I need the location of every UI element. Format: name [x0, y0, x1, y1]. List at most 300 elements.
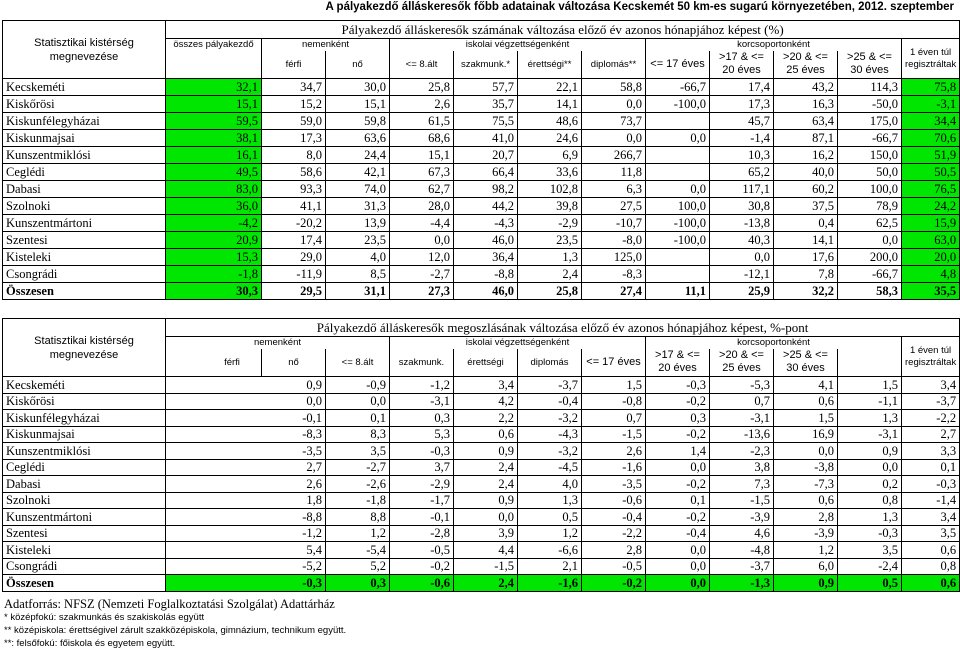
- cell-value: 2,4: [454, 459, 518, 476]
- subheader-3: szakmunk.*: [454, 51, 518, 79]
- cell-value: -5,3: [710, 377, 774, 394]
- cell-value: 0,9: [774, 575, 838, 592]
- cell-value: 1,2: [326, 525, 390, 542]
- table2-title: Pályakezdő álláskeresők megoszlásának változása előző év azonos hónapjához képest, %-pont: [166, 319, 960, 337]
- subheader-6: <= 17 éves: [646, 51, 710, 79]
- cell-value: -1,1: [838, 393, 902, 410]
- cell-value: -0,8: [582, 393, 646, 410]
- cell-value: [646, 113, 710, 130]
- cell-value: 5,3: [390, 426, 454, 443]
- cell-value: 46,0: [454, 283, 518, 300]
- cell-value: 2,4: [454, 575, 518, 592]
- cell-value: 2,6: [390, 96, 454, 113]
- subheader2-6: <= 17 éves: [582, 349, 646, 377]
- cell-value: 0,3: [326, 575, 390, 592]
- cell-value: 70,6: [902, 130, 960, 147]
- cell-value: 0,0: [646, 181, 710, 198]
- cell-value: 0,0: [774, 443, 838, 460]
- cell-value: -5,4: [326, 542, 390, 559]
- cell-value: 0,5: [518, 509, 582, 526]
- cell-value: 23,5: [518, 232, 582, 249]
- cell-value: 36,0: [166, 198, 262, 215]
- cell-value: -1,5: [454, 558, 518, 575]
- cell-value: -0,2: [646, 509, 710, 526]
- cell-value: -2,7: [326, 459, 390, 476]
- cell-value: 31,1: [326, 283, 390, 300]
- table-change-share: [2, 318, 960, 592]
- cell-value: -0,4: [518, 393, 582, 410]
- cell-value: -1,4: [902, 492, 960, 509]
- cell-value: 5,4: [166, 542, 326, 559]
- cell-value: -100,0: [646, 215, 710, 232]
- cell-value: -1,3: [710, 575, 774, 592]
- region-name: Kunszentmártoni: [3, 215, 166, 232]
- cell-value: -3,9: [710, 509, 774, 526]
- region-name: Kunszentmiklósi: [3, 147, 166, 164]
- cell-value: 14,1: [774, 232, 838, 249]
- cell-value: 8,0: [262, 147, 326, 164]
- region-name: Összesen: [3, 283, 166, 300]
- cell-value: -13,8: [710, 215, 774, 232]
- region-name: Kecskeméti: [3, 79, 166, 96]
- cell-value: -4,3: [518, 426, 582, 443]
- cell-value: 6,0: [774, 558, 838, 575]
- table-row: [3, 509, 960, 526]
- cell-value: -8,8: [454, 266, 518, 283]
- cell-value: -2,7: [390, 266, 454, 283]
- cell-value: -1,4: [710, 130, 774, 147]
- region-name: Szentesi: [3, 525, 166, 542]
- cell-value: 51,9: [902, 147, 960, 164]
- cell-value: -2,6: [326, 476, 390, 493]
- cell-value: 1,8: [166, 492, 326, 509]
- cell-value: -3,8: [774, 459, 838, 476]
- cell-value: 1,5: [838, 377, 902, 394]
- cell-value: 0,0: [710, 249, 774, 266]
- table-row: [3, 492, 960, 509]
- cell-value: 0,0: [454, 509, 518, 526]
- cell-value: 3,8: [710, 459, 774, 476]
- region-name: Kunszentmiklósi: [3, 443, 166, 460]
- table-row: [3, 266, 960, 283]
- cell-value: 93,3: [262, 181, 326, 198]
- cell-value: -66,7: [838, 266, 902, 283]
- cell-value: -0,3: [390, 443, 454, 460]
- cell-value: 0,6: [774, 393, 838, 410]
- cell-value: -11,9: [262, 266, 326, 283]
- cell-value: 114,3: [838, 79, 902, 96]
- cell-value: 30,8: [710, 198, 774, 215]
- col-1year: 1 éven túl regisztráltak: [902, 39, 960, 79]
- group-school-2: iskolai végzettségenként: [390, 337, 646, 349]
- region-name: Kisteleki: [3, 542, 166, 559]
- cell-value: 0,2: [838, 476, 902, 493]
- cell-value: 0,7: [710, 393, 774, 410]
- region-name: Kisteleki: [3, 249, 166, 266]
- cell-value: 46,0: [454, 232, 518, 249]
- cell-value: 2,6: [582, 443, 646, 460]
- cell-value: -1,2: [166, 525, 326, 542]
- cell-value: -1,5: [710, 492, 774, 509]
- table-change-count: [2, 20, 960, 300]
- cell-value: 0,0: [390, 232, 454, 249]
- cell-value: 25,8: [390, 79, 454, 96]
- cell-value: -0,6: [582, 492, 646, 509]
- cell-value: 33,6: [518, 164, 582, 181]
- cell-value: 0,0: [646, 459, 710, 476]
- cell-value: 36,4: [454, 249, 518, 266]
- cell-value: 20,0: [902, 249, 960, 266]
- cell-value: 1,3: [518, 492, 582, 509]
- subheader2-2: <= 8.ált: [326, 349, 390, 377]
- cell-value: 4,4: [454, 542, 518, 559]
- cell-value: -100,0: [646, 96, 710, 113]
- cell-value: 17,4: [710, 79, 774, 96]
- subheader-7: >17 & <= 20 éves: [710, 51, 774, 79]
- cell-value: 0,0: [166, 393, 326, 410]
- cell-value: -66,7: [838, 130, 902, 147]
- cell-value: 0,9: [166, 377, 326, 394]
- table-row: [3, 542, 960, 559]
- table-row: [3, 525, 960, 542]
- subheader2-3: szakmunk.: [390, 349, 454, 377]
- cell-value: -0,2: [390, 558, 454, 575]
- footnotes: [4, 597, 346, 650]
- subheader2-1: nő: [262, 349, 326, 377]
- cell-value: 58,3: [838, 283, 902, 300]
- cell-value: -3,1: [902, 96, 960, 113]
- cell-value: 83,0: [166, 181, 262, 198]
- cell-value: 0,8: [838, 492, 902, 509]
- cell-value: -2,8: [390, 525, 454, 542]
- footnote-2: ** középiskola: érettségivel zárult szakközépiskola, gimnázium, technikum együtt.: [4, 625, 347, 636]
- cell-value: -1,5: [582, 426, 646, 443]
- cell-value: 22,1: [518, 79, 582, 96]
- cell-value: 1,5: [774, 410, 838, 427]
- cell-value: -4,5: [518, 459, 582, 476]
- cell-value: -8,0: [582, 232, 646, 249]
- table-row: [3, 232, 960, 249]
- cell-value: 41,1: [262, 198, 326, 215]
- cell-value: 15,3: [166, 249, 262, 266]
- cell-value: 266,7: [582, 147, 646, 164]
- cell-value: 2,6: [166, 476, 326, 493]
- table-row: [3, 558, 960, 575]
- table-row: [3, 459, 960, 476]
- cell-value: 0,0: [582, 96, 646, 113]
- subheader-1: nő: [326, 51, 390, 79]
- region-name: Csongrádi: [3, 558, 166, 575]
- cell-value: 1,5: [582, 377, 646, 394]
- cell-value: -4,3: [454, 215, 518, 232]
- cell-value: 40,0: [774, 164, 838, 181]
- cell-value: -2,9: [518, 215, 582, 232]
- cell-value: 1,2: [774, 542, 838, 559]
- cell-value: 58,8: [582, 79, 646, 96]
- cell-value: 23,5: [326, 232, 390, 249]
- page-title: A pályakezdő álláskeresők főbb adatainak változása Kecskemét 50 km-es sugarú környezetében, 2012. szeptember: [325, 1, 954, 13]
- cell-value: 0,6: [902, 542, 960, 559]
- cell-value: 57,7: [454, 79, 518, 96]
- cell-value: -12,1: [710, 266, 774, 283]
- cell-value: -3,2: [518, 443, 582, 460]
- region-name: Kiskunfélegyházai: [3, 113, 166, 130]
- cell-value: 59,8: [326, 113, 390, 130]
- cell-value: 0,6: [774, 492, 838, 509]
- region-name: Kiskőrösi: [3, 393, 166, 410]
- cell-value: 75,8: [902, 79, 960, 96]
- cell-value: 63,0: [902, 232, 960, 249]
- region-name: Kiskunmajsai: [3, 426, 166, 443]
- cell-value: 48,6: [518, 113, 582, 130]
- cell-value: 35,5: [902, 283, 960, 300]
- cell-value: 10,3: [710, 147, 774, 164]
- cell-value: 24,4: [326, 147, 390, 164]
- cell-value: 27,3: [390, 283, 454, 300]
- cell-value: 98,2: [454, 181, 518, 198]
- cell-value: 50,5: [902, 164, 960, 181]
- cell-value: 0,1: [902, 459, 960, 476]
- cell-value: 75,5: [454, 113, 518, 130]
- cell-value: 13,9: [326, 215, 390, 232]
- cell-value: -6,6: [518, 542, 582, 559]
- cell-value: -8,3: [166, 426, 326, 443]
- cell-value: 31,3: [326, 198, 390, 215]
- cell-value: 38,1: [166, 130, 262, 147]
- cell-value: -2,2: [582, 525, 646, 542]
- region-name: Kecskeméti: [3, 377, 166, 394]
- cell-value: -3,2: [518, 410, 582, 427]
- cell-value: -3,1: [838, 426, 902, 443]
- cell-value: -0,2: [646, 476, 710, 493]
- cell-value: -3,1: [710, 410, 774, 427]
- cell-value: -0,3: [902, 476, 960, 493]
- cell-value: -0,2: [646, 393, 710, 410]
- cell-value: 66,4: [454, 164, 518, 181]
- table-row: [3, 476, 960, 493]
- cell-value: 4,0: [326, 249, 390, 266]
- cell-value: 0,9: [454, 443, 518, 460]
- cell-value: 0,1: [646, 492, 710, 509]
- region-name: Kiskunfélegyházai: [3, 410, 166, 427]
- region-name: Szentesi: [3, 232, 166, 249]
- subheader2-7: >17 & <= 20 éves: [646, 349, 710, 377]
- cell-value: 44,2: [454, 198, 518, 215]
- cell-value: 7,3: [710, 476, 774, 493]
- subheader-8: >20 & <= 25 éves: [774, 51, 838, 79]
- group-age-2: korcsoportonként: [646, 337, 902, 349]
- cell-value: -3,9: [774, 525, 838, 542]
- table-row: [3, 249, 960, 266]
- group-school: iskolai végzettségenként: [390, 39, 646, 51]
- cell-value: 39,8: [518, 198, 582, 215]
- cell-value: 16,1: [166, 147, 262, 164]
- cell-value: 3,5: [838, 542, 902, 559]
- cell-value: 0,3: [646, 410, 710, 427]
- cell-value: -8,3: [582, 266, 646, 283]
- group-gender-2: nemenként: [166, 337, 390, 349]
- cell-value: 4,1: [774, 377, 838, 394]
- cell-value: 15,1: [326, 96, 390, 113]
- table-row: [3, 443, 960, 460]
- cell-value: 68,6: [390, 130, 454, 147]
- cell-value: 24,6: [518, 130, 582, 147]
- cell-value: 15,1: [390, 147, 454, 164]
- cell-value: 30,3: [166, 283, 262, 300]
- cell-value: 8,8: [326, 509, 390, 526]
- cell-value: 14,1: [518, 96, 582, 113]
- cell-value: 117,1: [710, 181, 774, 198]
- cell-value: 65,2: [710, 164, 774, 181]
- cell-value: -0,5: [582, 558, 646, 575]
- cell-value: -20,2: [262, 215, 326, 232]
- cell-value: 1,2: [518, 525, 582, 542]
- table-row: [3, 164, 960, 181]
- table-row: [3, 181, 960, 198]
- table-row: [3, 426, 960, 443]
- cell-value: 175,0: [838, 113, 902, 130]
- subheader-2: <= 8.ált: [390, 51, 454, 79]
- footnote-1: * középfokú: szakmunkás és szakiskolás együtt: [4, 612, 205, 623]
- cell-value: 1,3: [518, 249, 582, 266]
- cell-value: 1,4: [646, 443, 710, 460]
- cell-value: 17,4: [262, 232, 326, 249]
- cell-value: 50,0: [838, 164, 902, 181]
- source-note: Adatforrás: NFSZ (Nemzeti Foglalkoztatási Szolgálat) Adattárház: [4, 597, 335, 611]
- cell-value: 34,7: [262, 79, 326, 96]
- subheader-0: férfi: [262, 51, 326, 79]
- region-name: Összesen: [3, 575, 166, 592]
- region-name: Ceglédi: [3, 164, 166, 181]
- cell-value: 0,5: [838, 575, 902, 592]
- cell-value: 0,0: [838, 232, 902, 249]
- cell-value: 0,1: [326, 410, 390, 427]
- cell-value: -13,6: [710, 426, 774, 443]
- cell-value: 67,3: [390, 164, 454, 181]
- region-name: Ceglédi: [3, 459, 166, 476]
- cell-value: 40,3: [710, 232, 774, 249]
- cell-value: -0,2: [646, 426, 710, 443]
- cell-value: 0,6: [454, 426, 518, 443]
- cell-value: 27,5: [582, 198, 646, 215]
- cell-value: 41,0: [454, 130, 518, 147]
- cell-value: 15,9: [902, 215, 960, 232]
- col-1year-2: 1 éven túl regisztráltak: [902, 337, 960, 377]
- cell-value: 16,3: [774, 96, 838, 113]
- cell-value: -4,8: [710, 542, 774, 559]
- cell-value: 42,1: [326, 164, 390, 181]
- cell-value: 43,2: [774, 79, 838, 96]
- cell-value: 12,0: [390, 249, 454, 266]
- cell-value: -0,3: [646, 377, 710, 394]
- cell-value: 62,7: [390, 181, 454, 198]
- cell-value: 73,7: [582, 113, 646, 130]
- table-row: [3, 215, 960, 232]
- cell-value: 8,5: [326, 266, 390, 283]
- cell-value: -1,8: [166, 266, 262, 283]
- cell-value: 2,8: [582, 542, 646, 559]
- cell-value: 0,0: [838, 459, 902, 476]
- cell-value: 37,5: [774, 198, 838, 215]
- cell-value: 63,4: [774, 113, 838, 130]
- region-name: Szolnoki: [3, 492, 166, 509]
- cell-value: 11,8: [582, 164, 646, 181]
- cell-value: 4,6: [710, 525, 774, 542]
- cell-value: 27,4: [582, 283, 646, 300]
- stat-region-header-2: Statisztikai kistérség megnevezése: [3, 319, 166, 377]
- footnote-3: **: felsőfokú: főiskola és egyetem együtt.: [4, 638, 176, 649]
- subheader2-0: férfi: [166, 349, 262, 377]
- cell-value: 0,9: [454, 492, 518, 509]
- cell-value: 3,5: [902, 525, 960, 542]
- cell-value: 0,9: [838, 443, 902, 460]
- cell-value: [646, 164, 710, 181]
- cell-value: 25,9: [710, 283, 774, 300]
- cell-value: -7,3: [774, 476, 838, 493]
- cell-value: -5,2: [166, 558, 326, 575]
- group-total: összes pályakezdő: [166, 39, 262, 51]
- cell-value: 2,4: [518, 266, 582, 283]
- cell-value: 102,8: [518, 181, 582, 198]
- cell-value: -0,1: [166, 410, 326, 427]
- cell-value: -0,3: [838, 525, 902, 542]
- cell-value: -3,1: [390, 393, 454, 410]
- table-row: [3, 410, 960, 427]
- group-age: korcsoportonként: [646, 39, 902, 51]
- cell-value: -0,6: [390, 575, 454, 592]
- cell-value: 87,1: [774, 130, 838, 147]
- cell-value: 76,5: [902, 181, 960, 198]
- cell-value: 3,9: [454, 525, 518, 542]
- cell-value: 200,0: [838, 249, 902, 266]
- cell-value: 100,0: [838, 181, 902, 198]
- cell-value: 61,5: [390, 113, 454, 130]
- region-name: Szolnoki: [3, 198, 166, 215]
- cell-value: 63,6: [326, 130, 390, 147]
- cell-value: 59,0: [262, 113, 326, 130]
- table-row: [3, 147, 960, 164]
- cell-value: 3,5: [326, 443, 390, 460]
- cell-value: 4,2: [454, 393, 518, 410]
- table-row: [3, 96, 960, 113]
- cell-value: -100,0: [646, 232, 710, 249]
- cell-value: 2,8: [774, 509, 838, 526]
- table-row: [3, 130, 960, 147]
- cell-value: 3,7: [390, 459, 454, 476]
- region-name: Dabasi: [3, 476, 166, 493]
- cell-value: -0,9: [326, 377, 390, 394]
- cell-value: 7,8: [774, 266, 838, 283]
- cell-value: 2,1: [518, 558, 582, 575]
- cell-value: -2,3: [710, 443, 774, 460]
- cell-value: -3,7: [710, 558, 774, 575]
- cell-value: -1,8: [326, 492, 390, 509]
- cell-value: 49,5: [166, 164, 262, 181]
- cell-value: 16,9: [774, 426, 838, 443]
- cell-value: -2,9: [390, 476, 454, 493]
- cell-value: 30,0: [326, 79, 390, 96]
- cell-value: 20,7: [454, 147, 518, 164]
- cell-value: 6,9: [518, 147, 582, 164]
- cell-value: -1,7: [390, 492, 454, 509]
- group-gender: nemenként: [262, 39, 390, 51]
- cell-value: 3,4: [902, 377, 960, 394]
- cell-value: 78,9: [838, 198, 902, 215]
- cell-value: -2,4: [838, 558, 902, 575]
- cell-value: 34,4: [902, 113, 960, 130]
- cell-value: 6,3: [582, 181, 646, 198]
- cell-value: 35,7: [454, 96, 518, 113]
